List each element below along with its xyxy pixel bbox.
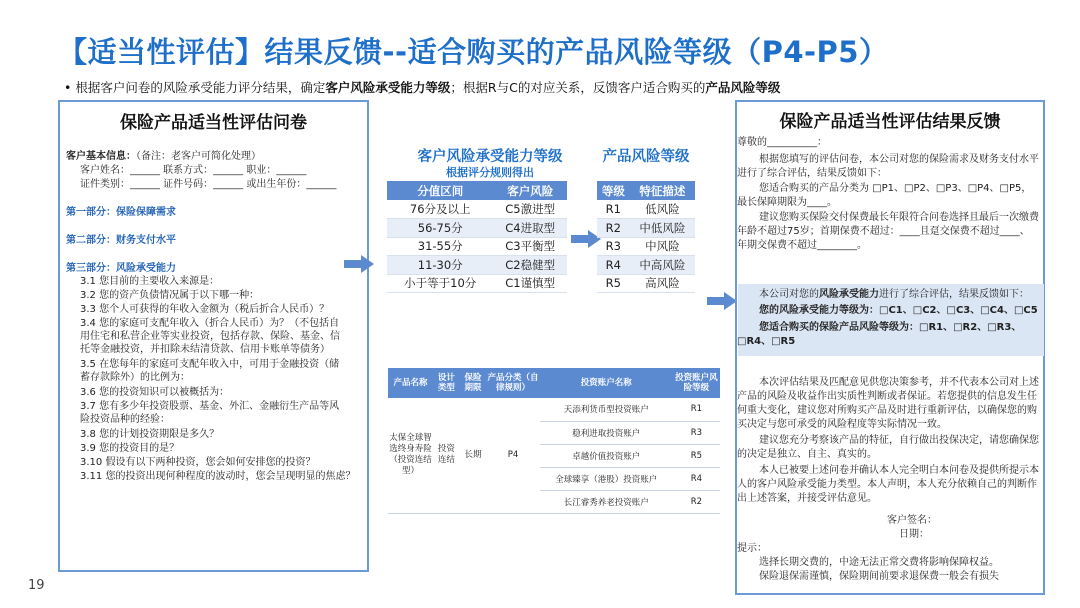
table-cell: 长江睿秀养老投资账户 <box>540 490 673 513</box>
table-cell: R1 <box>673 398 720 421</box>
product-risk-table <box>597 181 695 293</box>
table-cell: 高风险 <box>630 274 695 293</box>
table-cell: 11-30分 <box>387 256 493 275</box>
basic-info-line2: 证件类别：______ 证件号码：______ 或出生年份：______ <box>80 179 337 190</box>
table-row <box>387 200 567 219</box>
table-cell: R4 <box>597 256 630 275</box>
question-item-cont: 蓄存款除外）的比例为： <box>80 372 190 383</box>
risk-result-line: 本公司对您的风险承受能力进行了综合评估，结果反馈如下： <box>759 289 1029 300</box>
table-cell: R1 <box>597 200 630 219</box>
customer-risk-title: 客户风险承受能力等级 <box>417 149 563 165</box>
table-header: 等级 <box>597 181 630 200</box>
questionnaire-panel <box>58 100 369 572</box>
table-row <box>597 200 695 219</box>
product-risk-title: 产品风险等级 <box>602 149 690 165</box>
part3-heading: 第三部分：风险承受能力 <box>66 263 176 274</box>
table-row <box>387 274 567 293</box>
table-cell: R2 <box>673 490 720 513</box>
feedback-paragraph: 本人已被要上述问卷并确认本人完全明白本问卷及提供所提示本人的客户风险承受能力类型。本人声明，本人充分依赖自己的判断作出上述答案，并接受评估意见。 <box>737 465 1039 504</box>
product-risk-level-line: 您适合购买的保险产品风险等级为：□R1、□R2、□R3、□R4、□R5 <box>737 322 1022 347</box>
question-item: 3.1 您目前的主要收入来源是： <box>80 276 220 287</box>
feedback-paragraph: 建议您充分考察该产品的特征，自行做出投保决定，请您确保您的决定是独立、自主、真实的。 <box>737 435 1039 460</box>
feedback-paragraph: 本次评估结果及匹配意见供您决策参考，并不代表本公司对上述产品的风险及收益作出实质性判断或者保证。若您提供的信息发生任何重大变化，建议您对所购买产品及时进行重新评估，以确保您的购买决定与您可承受的风险程度等实际情况一致。 <box>737 377 1039 430</box>
table-cell: 76分及以上 <box>387 200 493 219</box>
question-item: 3.5 在您每年的家庭可支配年收入中，可用于金融投资（储 <box>80 359 340 370</box>
question-item: 3.10 假设有以下两种投资，您会如何安排您的投资？ <box>80 457 316 468</box>
table-cell: 卓越价值投资账户 <box>540 444 673 467</box>
question-item: 3.4 您的家庭可支配年收入（折合人民币）为？（不包括自 <box>80 318 340 329</box>
question-item: 3.8 您的计划投资期限是多久？ <box>80 429 220 440</box>
table-cell: C3平衡型 <box>493 237 567 256</box>
table-cell: R3 <box>673 421 720 444</box>
table-cell: R4 <box>673 467 720 490</box>
table-header: 设计类型 <box>433 368 460 398</box>
term-cell: 长期 <box>460 398 487 513</box>
basic-info-label: 客户基本信息：（备注：老客户可简化处理） <box>66 151 261 162</box>
tip-item: 保险退保需谨慎，保险期间前要求退保费一般会有损失 <box>759 571 999 582</box>
table-header: 投资账户名称 <box>540 368 673 398</box>
question-item-cont: 托等金融投资，并扣除未结清贷款、信用卡账单等债务） <box>80 344 330 355</box>
table-header: 保险期限 <box>460 368 487 398</box>
table-cell: 小于等于10分 <box>387 274 493 293</box>
feedback-paragraph: 您适合购买的产品分类为 □P1、□P2、□P3、□P4、□P5，最长保障期限为____。 <box>737 183 1032 208</box>
table-header: 产品名称 <box>388 368 433 398</box>
table-header: 产品分类（自律规则） <box>486 368 539 398</box>
tip-item: 选择长期交费的，中途无法正常交费将影响保障权益。 <box>759 557 999 568</box>
table-cell: C2稳健型 <box>493 256 567 275</box>
question-item: 3.9 您的投资目的是？ <box>80 443 180 454</box>
question-item-cont: 用住宅和私营企业等实业投资，包括存款、保险、基金、信 <box>80 331 340 342</box>
table-header: 分值区间 <box>387 181 493 200</box>
product-name-cell: 太保全球智选终身寿险（投资连结型） <box>388 398 433 513</box>
table-cell: C5激进型 <box>493 200 567 219</box>
question-item: 3.11 您的投资出现何种程度的波动时，您会呈现明显的焦虑？ <box>80 471 356 482</box>
table-row <box>387 219 567 238</box>
table-cell: 低风险 <box>630 200 695 219</box>
category-cell: P4 <box>486 398 539 513</box>
feedback-panel <box>735 100 1045 595</box>
customer-risk-level-line: 您的风险承受能力等级为：□C1、□C2、□C3、□C4、□C5 <box>759 305 1038 316</box>
table-row <box>388 398 720 421</box>
question-item: 3.3 您个人可获得的年收入金额为（税后折合人民币）？ <box>80 304 330 315</box>
table-cell: 天添利货币型投资账户 <box>540 398 673 421</box>
table-cell: R3 <box>597 237 630 256</box>
table-header: 客户风险 <box>493 181 567 200</box>
question-item: 3.6 您的投资知识可以被概括为： <box>80 387 230 398</box>
table-cell: 全球臻享（港股）投资账户 <box>540 467 673 490</box>
part2-heading: 第二部分：财务支付水平 <box>66 235 176 246</box>
table-header: 特征描述 <box>630 181 695 200</box>
table-cell: C1谨慎型 <box>493 274 567 293</box>
question-item-cont: 险投资品种的经验： <box>80 414 170 425</box>
table-cell: 稳利进取投资账户 <box>540 421 673 444</box>
table-row <box>597 274 695 293</box>
table-row <box>597 237 695 256</box>
table-cell: 中风险 <box>630 237 695 256</box>
table-row <box>597 219 695 238</box>
table-cell: 56-75分 <box>387 219 493 238</box>
feedback-paragraph: 根据您填写的评估问卷，本公司对您的保险需求及财务支付水平进行了综合评估，结果反馈如下： <box>737 154 1039 179</box>
customer-risk-subtitle: 根据评分规则得出 <box>446 166 534 179</box>
tips-label: 提示： <box>737 543 767 554</box>
table-header: 投资账户风险等级 <box>673 368 720 398</box>
page-title: 【适当性评估】结果反馈--适合购买的产品风险等级（P4-P5） <box>58 35 889 69</box>
part1-heading: 第一部分：保险保障需求 <box>66 207 176 218</box>
customer-risk-table <box>387 181 567 293</box>
basic-info-line1: 客户姓名：______ 联系方式：______ 职业：______ <box>80 165 307 176</box>
table-cell: C4进取型 <box>493 219 567 238</box>
arrow-right-icon <box>707 292 737 310</box>
table-row <box>597 256 695 275</box>
table-cell: R5 <box>597 274 630 293</box>
feedback-greeting: 尊敬的__________： <box>737 137 827 148</box>
intro-bullet: • 根据客户问卷的风险承受能力评分结果，确定客户风险承受能力等级；根据R与C的对应关系，反馈客户适合购买的产品风险等级 <box>64 80 781 95</box>
product-account-table <box>388 368 720 514</box>
table-cell: 中低风险 <box>630 219 695 238</box>
page-number: 19 <box>28 578 45 593</box>
feedback-title: 保险产品适当性评估结果反馈 <box>779 112 1001 132</box>
feedback-paragraph: 建议您购买保险交付保费最长年限符合问卷选择且最后一次缴费年龄不超过75岁；首期保费不超过：____且趸交保费不超过____、年期交保费不超过________。 <box>737 212 1039 251</box>
table-row <box>387 237 567 256</box>
table-cell: 中高风险 <box>630 256 695 275</box>
signature-label: 客户签名： <box>887 515 937 526</box>
arrow-right-icon <box>344 255 374 273</box>
table-cell: R2 <box>597 219 630 238</box>
date-label: 日期： <box>899 529 929 540</box>
question-item: 3.7 您有多少年投资股票、基金、外汇、金融衍生产品等风 <box>80 401 340 412</box>
table-cell: R5 <box>673 444 720 467</box>
table-cell: 31-55分 <box>387 237 493 256</box>
question-item: 3.2 您的资产负债情况属于以下哪一种： <box>80 290 260 301</box>
design-type-cell: 投资连结 <box>433 398 460 513</box>
questionnaire-title: 保险产品适当性评估问卷 <box>120 113 307 133</box>
table-row <box>387 256 567 275</box>
